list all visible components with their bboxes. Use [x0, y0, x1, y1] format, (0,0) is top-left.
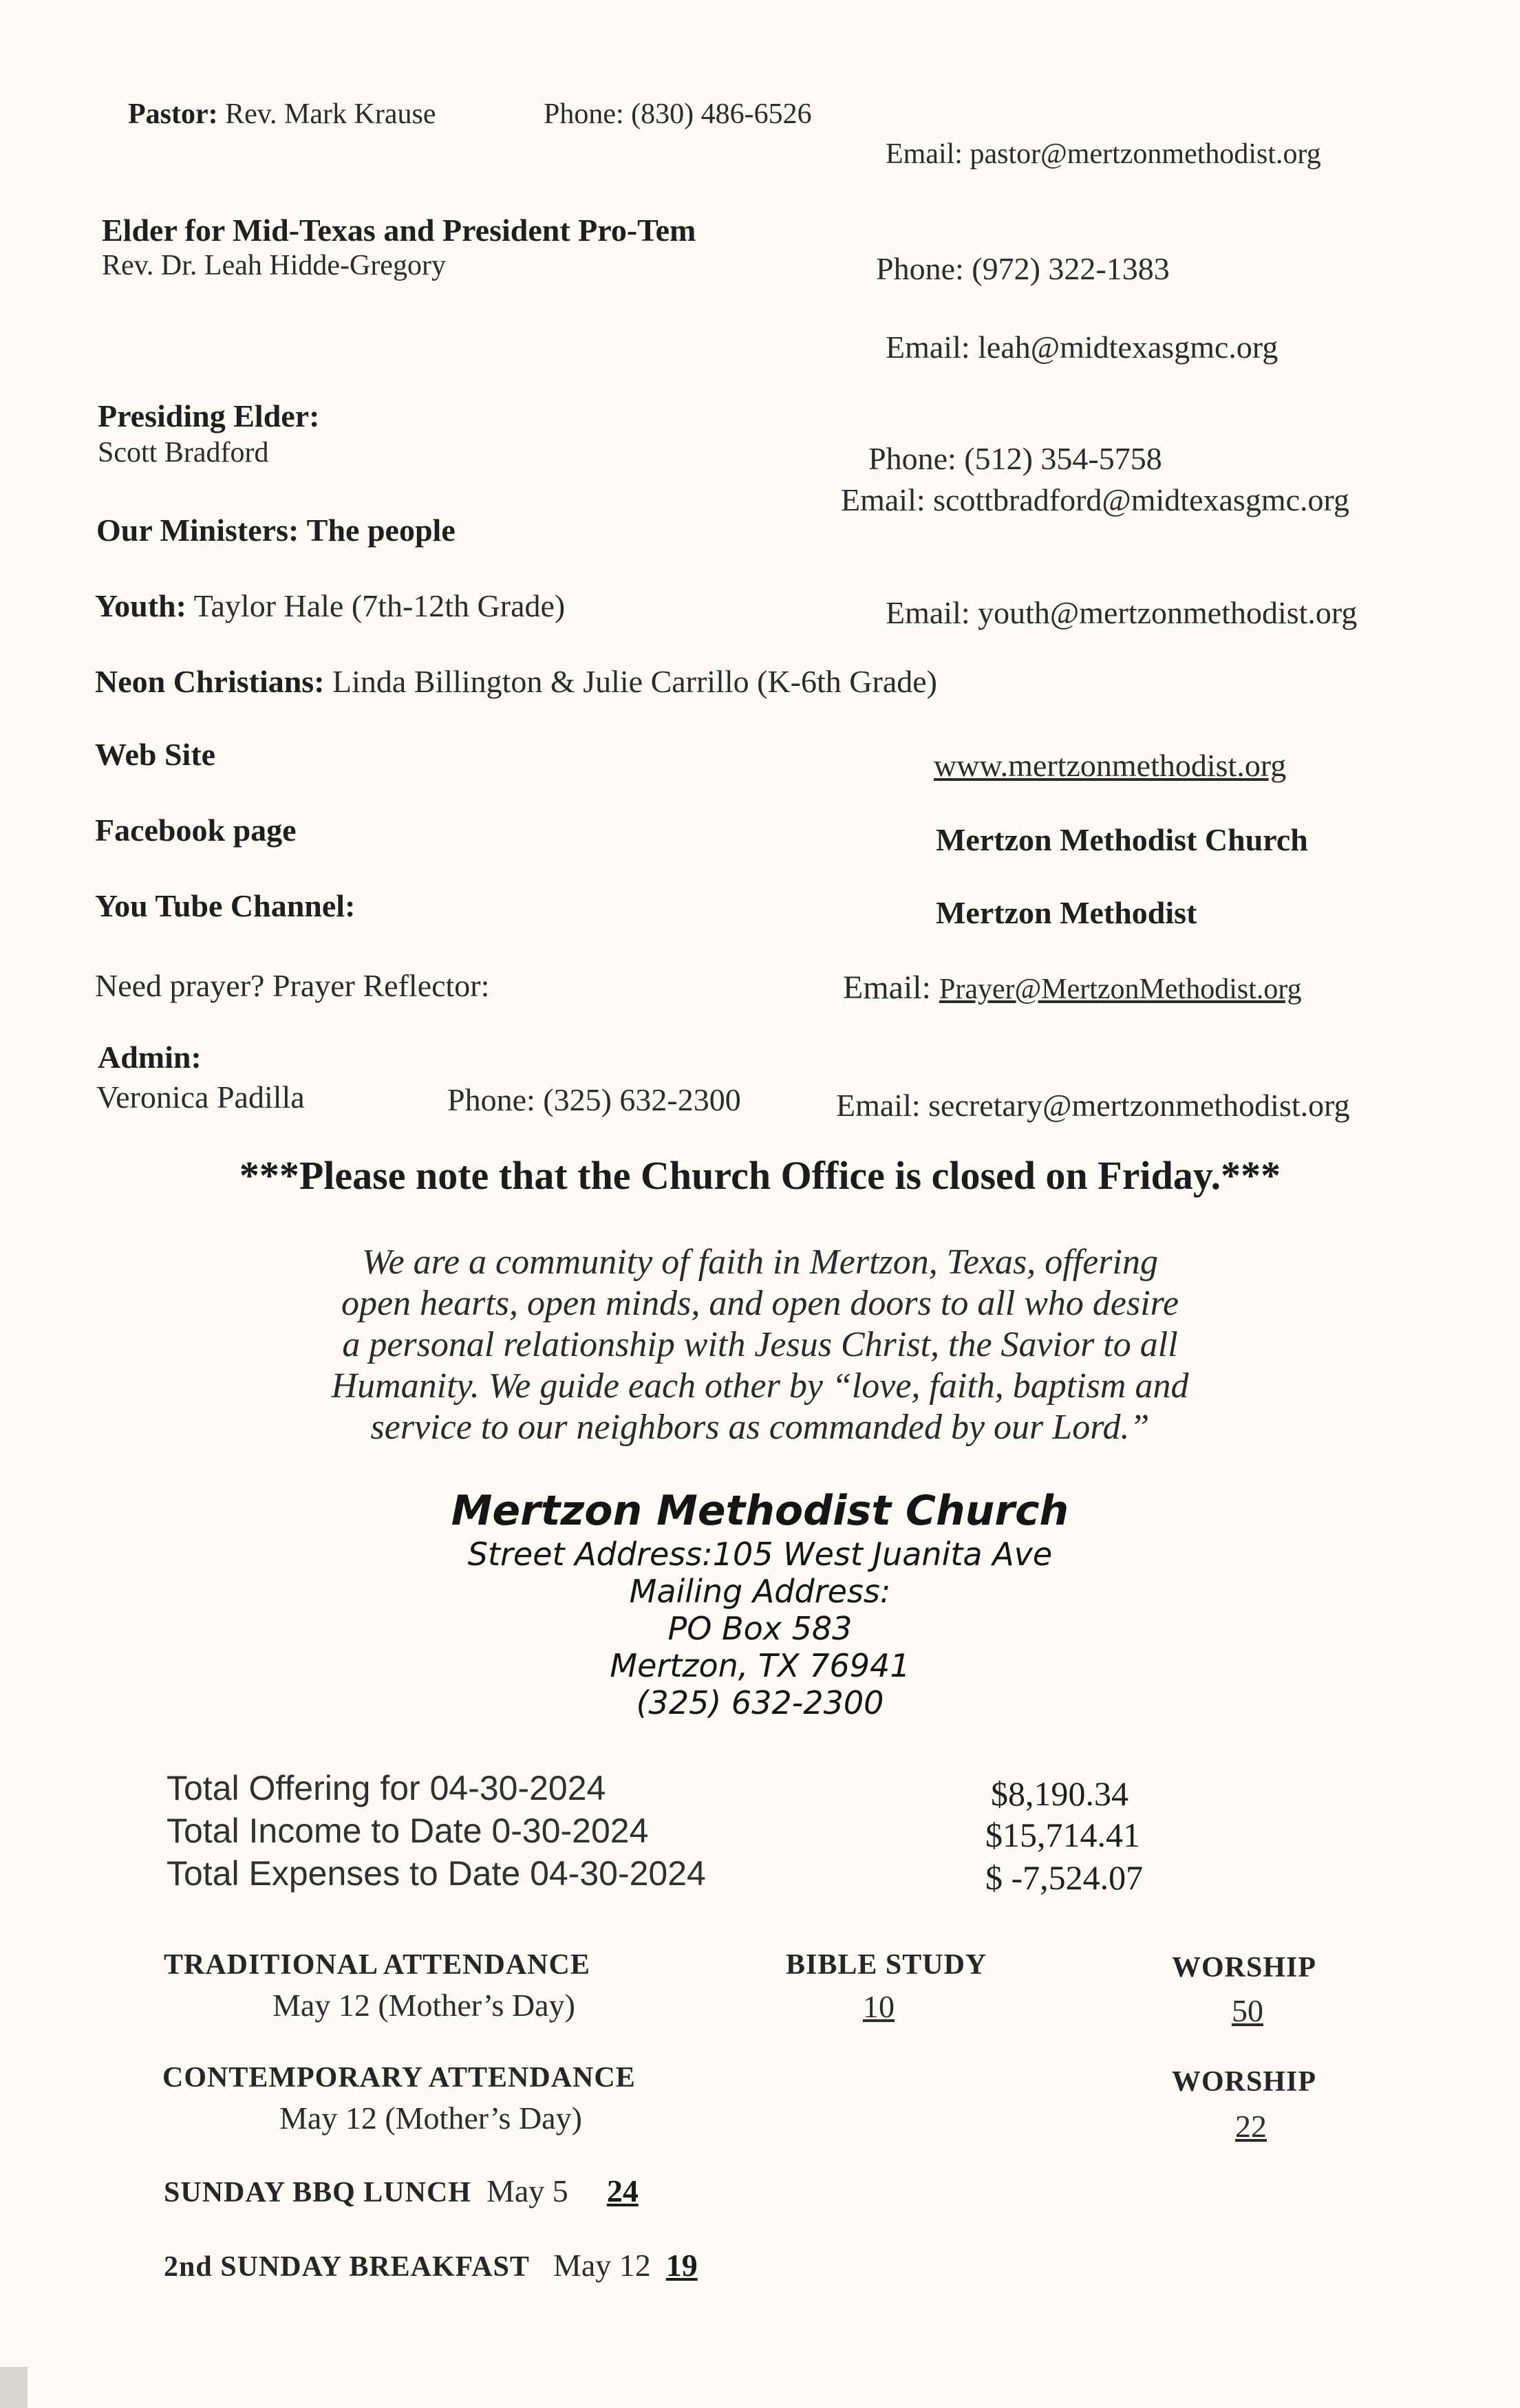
website-link[interactable]: www.mertzonmethodist.org	[934, 748, 1287, 783]
elder-name: Rev. Dr. Leah Hidde-Gregory	[102, 250, 446, 281]
finance-label: Total Offering for 04-30-2024	[167, 1769, 606, 1807]
breakfast-row	[164, 2247, 698, 2283]
prayer-email-label: Email:	[843, 969, 939, 1006]
admin-phone: Phone: (325) 632-2300	[447, 1082, 741, 1117]
neon-row	[95, 663, 937, 700]
mailing-address-label: Mailing Address:	[629, 1573, 891, 1610]
mission-line: Humanity. We guide each other by “love, faith, baptism and	[331, 1366, 1189, 1406]
elder-email[interactable]: Email: leah@midtexasgmc.org	[886, 330, 1278, 365]
traditional-worship-heading: WORSHIP	[1172, 1952, 1317, 1984]
bbq-lunch-label: SUNDAY BBQ LUNCH	[164, 2177, 471, 2208]
ministers-label: Our Ministers:	[96, 513, 299, 548]
mission-line: service to our neighbors as commanded by our Lord.”	[370, 1408, 1150, 1447]
presiding-name: Scott Bradford	[98, 437, 269, 469]
mission-line: We are a community of faith in Mertzon, Texas, offering	[362, 1243, 1158, 1282]
traditional-date: May 12 (Mother’s Day)	[272, 1988, 575, 2023]
finance-label: Total Expenses to Date 04-30-2024	[167, 1854, 706, 1893]
contemporary-attendance-heading: CONTEMPORARY ATTENDANCE	[162, 2062, 636, 2094]
contemporary-worship-heading: WORSHIP	[1172, 2066, 1317, 2098]
pastor-row	[128, 98, 436, 131]
admin-label: Admin:	[98, 1040, 202, 1075]
contemporary-worship-count: 22	[1235, 2109, 1267, 2144]
facebook-value[interactable]: Mertzon Methodist Church	[936, 822, 1308, 857]
breakfast-label: 2nd SUNDAY BREAKFAST	[164, 2251, 530, 2283]
breakfast-date: May 12	[553, 2248, 651, 2283]
neon-label: Neon Christians:	[95, 664, 325, 699]
prayer-email-link[interactable]: Prayer@MertzonMethodist.org	[939, 974, 1302, 1005]
mission-line: a personal relationship with Jesus Christ, the Savior to all	[342, 1325, 1178, 1364]
finance-amount: $8,190.34	[991, 1774, 1128, 1813]
page-corner-shadow	[0, 2367, 28, 2408]
church-name: Mertzon Methodist Church	[451, 1487, 1069, 1535]
traditional-attendance-heading: TRADITIONAL ATTENDANCE	[164, 1949, 590, 1981]
city-state-zip: Mertzon, TX 76941	[610, 1647, 910, 1684]
website-label: Web Site	[95, 737, 216, 772]
bbq-lunch-date: May 5	[486, 2173, 568, 2208]
facebook-label: Facebook page	[95, 813, 297, 848]
finance-amount: $ -7,524.07	[985, 1858, 1144, 1897]
bbq-lunch-row	[164, 2173, 639, 2209]
church-address-block	[0, 1486, 1520, 1721]
church-phone: (325) 632-2300	[636, 1684, 884, 1721]
traditional-worship-count: 50	[1232, 1993, 1263, 2028]
youtube-label: You Tube Channel:	[95, 888, 356, 923]
presiding-phone: Phone: (512) 354-5758	[868, 441, 1162, 476]
presiding-label: Presiding Elder:	[98, 398, 320, 433]
admin-name: Veronica Padilla	[96, 1079, 305, 1115]
street-address: Street Address:105 West Juanita Ave	[467, 1536, 1053, 1573]
youtube-value[interactable]: Mertzon Methodist	[936, 895, 1197, 930]
mission-line: open hearts, open minds, and open doors to all who desire	[341, 1284, 1179, 1323]
bible-study-heading: BIBLE STUDY	[786, 1949, 987, 1981]
bbq-lunch-count: 24	[606, 2173, 639, 2208]
presiding-email[interactable]: Email: scottbradford@midtexasgmc.org	[841, 482, 1350, 517]
youth-email[interactable]: Email: youth@mertzonmethodist.org	[886, 595, 1358, 630]
bible-study-count: 10	[863, 1989, 895, 2024]
prayer-email-row	[843, 969, 1302, 1007]
office-closed-notice: ***Please note that the Church Office is closed on Friday.***	[239, 1153, 1281, 1198]
pastor-label: Pastor:	[128, 98, 218, 130]
elder-label: Elder for Mid-Texas and President Pro-Tem	[102, 213, 696, 248]
youth-label: Youth:	[95, 588, 186, 623]
youth-row	[95, 588, 565, 624]
neon-value: Linda Billington & Julie Carrillo (K-6th Grade)	[332, 664, 937, 699]
admin-email[interactable]: Email: secretary@mertzonmethodist.org	[836, 1088, 1350, 1123]
ministers-value: The people	[306, 513, 456, 548]
contemporary-date: May 12 (Mother’s Day)	[279, 2100, 582, 2136]
pastor-email[interactable]: Email: pastor@mertzonmethodist.org	[886, 138, 1321, 170]
mission-statement	[0, 1242, 1520, 1448]
breakfast-count: 19	[665, 2248, 698, 2283]
youth-value: Taylor Hale (7th-12th Grade)	[193, 588, 566, 623]
pastor-name: Rev. Mark Krause	[225, 98, 436, 130]
elder-phone: Phone: (972) 322-1383	[876, 251, 1170, 286]
prayer-label: Need prayer? Prayer Reflector:	[95, 968, 490, 1003]
pastor-phone: Phone: (830) 486-6526	[544, 98, 812, 130]
finance-label: Total Income to Date 0-30-2024	[167, 1812, 649, 1850]
po-box: PO Box 583	[667, 1610, 853, 1647]
ministers-row	[96, 512, 456, 548]
finance-amount: $15,714.41	[985, 1816, 1140, 1854]
